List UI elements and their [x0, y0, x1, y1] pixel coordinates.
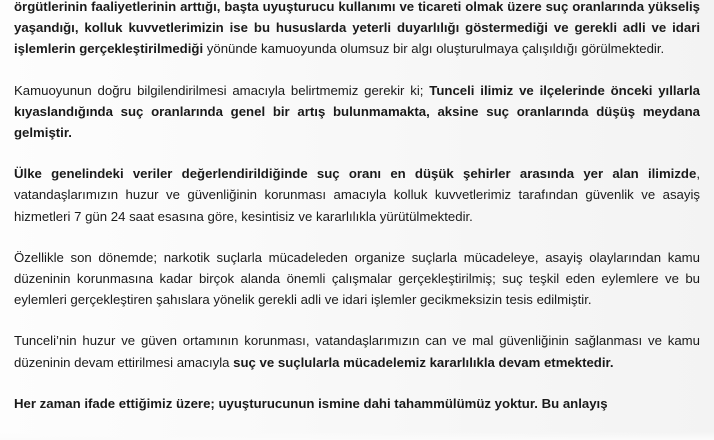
bold-text: örgütlerinin faaliyetlerinin arttığı, başta uyuşturucu kullanımı ve ticareti olmak üzere suç oranlarında yükseliş yaşandığı, kolluk kuvvetlerimizin ise bu hususlarda yeterli duyarlılığı göstermediği ve gerekli adli ve idari işlemlerin gerçekleştirilmediği	[14, 0, 700, 57]
paragraph-2	[14, 80, 700, 144]
paragraph-1	[14, 0, 700, 60]
paragraph-5	[14, 330, 700, 372]
paragraph-3	[14, 163, 700, 227]
press-release-body	[14, 0, 700, 414]
page-bottom-fade	[0, 432, 714, 440]
body-text: Tunceli’nin huzur ve güven ortamının korunması, vatandaşlarımızın can ve mal güvenliğinin sağlanması ve kamu düzeninin devam ettirilmesi amacıyla	[14, 333, 700, 370]
paragraph-4	[14, 247, 700, 311]
bold-text: Ülke genelindeki veriler değerlendirildiğinde suç oranı en düşük şehirler arasında yer alan ilimizde	[14, 166, 697, 182]
paragraph-6	[14, 393, 700, 414]
bold-text: Her zaman ifade ettiğimiz üzere; uyuşturucunun ismine dahi tahammülümüz yoktur. Bu anlayış	[14, 395, 608, 411]
body-text: Kamuoyunun doğru bilgilendirilmesi amacıyla belirtmemiz gerekir ki;	[14, 82, 430, 98]
bold-text: suç ve suçlularla mücadelemiz kararlılıkla devam etmektedir.	[233, 354, 614, 370]
body-text: Özellikle son dönemde; narkotik suçlarla mücadeleden organize suçlarla mücadeleye, asayiş olaylarından kamu düzeninin korunmasına kadar birçok alanda önemli çalışmalar gerçekleştirilmiş; suç teşkil eden eylemlere ve bu eylemleri gerçekleştiren şahıslara yönelik gerekli adli ve idari işlemler gecikmeksizin tesis edilmiştir.	[14, 249, 700, 308]
body-text: , vatandaşlarımızın huzur ve güvenliğinin korunması amacıyla kolluk kuvvetlerimiz tarafından güvenlik ve asayiş hizmetleri 7 gün 24 saat esasına göre, kesintisiz ve kararlılıkla yürütülmektedir.	[14, 166, 700, 224]
bold-text: Tunceli ilimiz ve ilçelerinde önceki yıllarla kıyaslandığında suç oranlarında genel bir artış bulunmamakta, aksine suç oranlarında düşüş meydana gelmiştir.	[14, 82, 701, 141]
body-text: yönünde kamuoyunda olumsuz bir algı oluşturulmaya çalışıldığı görülmektedir.	[203, 41, 665, 57]
